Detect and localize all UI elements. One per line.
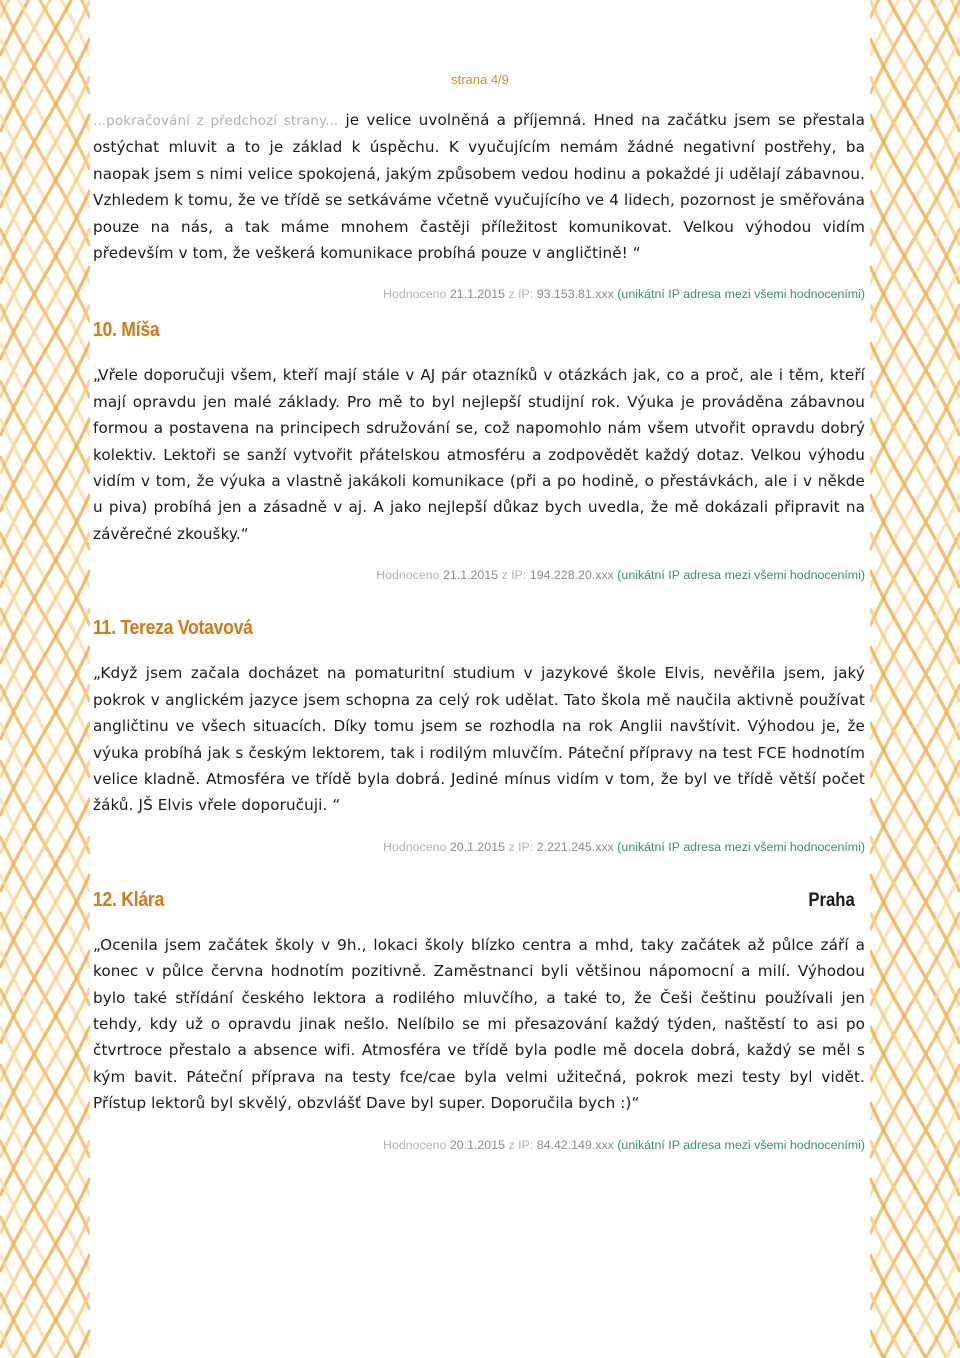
- border-stroke: [0, 1330, 90, 1358]
- border-stroke: [870, 1254, 960, 1358]
- border-frame: [870, 0, 960, 1358]
- review-meta: Hodnoceno 21.1.2015 z IP: 194.228.20.xxx (unikátní IP adresa mezi všemi hodnoceními): [376, 568, 865, 583]
- decorative-border-right: [870, 0, 960, 1358]
- continuation-note: ...pokračování z předchozí strany...: [93, 113, 339, 129]
- document-body: [93, 107, 865, 1154]
- border-stroke: [870, 1330, 960, 1358]
- border-stroke: [0, 1330, 90, 1358]
- review-heading: [93, 889, 865, 912]
- review-meta: Hodnoceno 20.1.2015 z IP: 84.42.149.xxx (unikátní IP adresa mezi všemi hodnoceními): [383, 1137, 865, 1152]
- review-heading: [93, 319, 865, 342]
- intro-paragraph: [93, 107, 865, 266]
- review-text: „Vřele doporučuji všem, kteří mají stále v AJ pár otazníků v otázkách jak, co a proč, ale i těm, kteří mají opravdu jen malé základy. Pro mě to byl nejlepší studijní rok. Výuka je prováděna zábavnou formou a postavena na principech sdružování se, což napomohlo nám všem utvořit opravdu dobrý kolektiv. Lektoři se sanží vytvořit přátelskou atmosféru a zodpovědět každý dotaz. Velkou výhodu vidím v tom, že výuka a vlastně jakákoli komunikace (při a po hodině, o přestávkách, ale i v někde u piva) probíhá jen a zásadně v aj. A jako nejlepší důkaz bych uvedla, že mě dokázali připravit na závěrečné zkoušky.“: [93, 366, 865, 543]
- decorative-border-left: [0, 0, 90, 1358]
- review-title: 12. Klára: [93, 888, 165, 911]
- review-title: 11. Tereza Votavová: [93, 617, 253, 640]
- border-stroke: [870, 1254, 960, 1358]
- page-number: strana 4/9: [451, 72, 509, 87]
- review-title: 10. Míša: [93, 319, 160, 342]
- intro-text: je velice uvolněná a příjemná. Hned na začátku jsem se přestala ostýchat mluvit a to je základ k úspěchu. K vyučujícím nemám žádné negativní postřehy, ba naopak jsem s nimi velice spokojená, jakým způsobem vedou hodinu a pokaždé ji udělají zábavnou. Vzhledem k tomu, že ve třídě se setkáváme včetně vyučujícího ve 4 lidech, pozornost je směřována pouze na nás, a tak máme mnohem častěji příležitost komunikovat. Velkou výhodou vidím především v tom, že veškerá komunikace probíhá pouze v angličtině! “: [93, 111, 865, 263]
- review-text: „Když jsem začala docházet na pomaturitní studium v jazykové škole Elvis, nevěřila jsem, jaký pokrok v anglickém jazyce jsem schopna za celý rok udělat. Tato škola mě naučila aktivně používat angličtinu ve všech situacích. Díky tomu jsem se rozhodla na rok Anglii navštívit. Výhodou je, že výuka probíhá jak s českým lektorem, tak i rodilým mluvčím. Páteční přípravy na test FCE hodnotím velice kladně. Atmosféra ve třídě byla dobrá. Jediné mínus vidím v tom, že byl ve třídě větší počet žáků. JŠ Elvis vřele doporučuji. “: [93, 664, 865, 815]
- review-city: Praha: [808, 889, 855, 911]
- border-frame: [0, 0, 90, 1358]
- review-text: „Ocenila jsem začátek školy v 9h., lokaci školy blízko centra a mhd, taky začátek až půlce září a konec v půlce června hodnotím pozitivně. Zaměstnanci byli většinou nápomocní a milí. Výhodou bylo také střídání českého lektora a rodilého mluvčího, a také to, že Češi češtinu používali jen tehdy, kdy už o opravdu jinak nešlo. Nelíbilo se mi přesazování každý týden, naštěstí to asi po čtvrtroce přestalo a absence wifi. Atmosféra ve třídě byla podle mě docela dobrá, každý se měl s kým bavit. Páteční příprava na testy fce/cae byla velmi užitečná, pokrok mezi testy byl vidět. Přístup lektorů byl skvělý, obzvlášť Dave byl super. Doporučila bych :)“: [93, 935, 865, 1113]
- review-meta: Hodnoceno 21.1.2015 z IP: 93.153.81.xxx (unikátní IP adresa mezi všemi hodnoceními): [383, 287, 865, 302]
- review-heading: [93, 617, 865, 640]
- review-meta: Hodnoceno 20.1.2015 z IP: 2.221.245.xxx (unikátní IP adresa mezi všemi hodnoceními): [383, 839, 865, 854]
- border-stroke: [0, 1254, 90, 1358]
- border-stroke: [870, 1330, 960, 1358]
- border-stroke: [0, 1254, 90, 1358]
